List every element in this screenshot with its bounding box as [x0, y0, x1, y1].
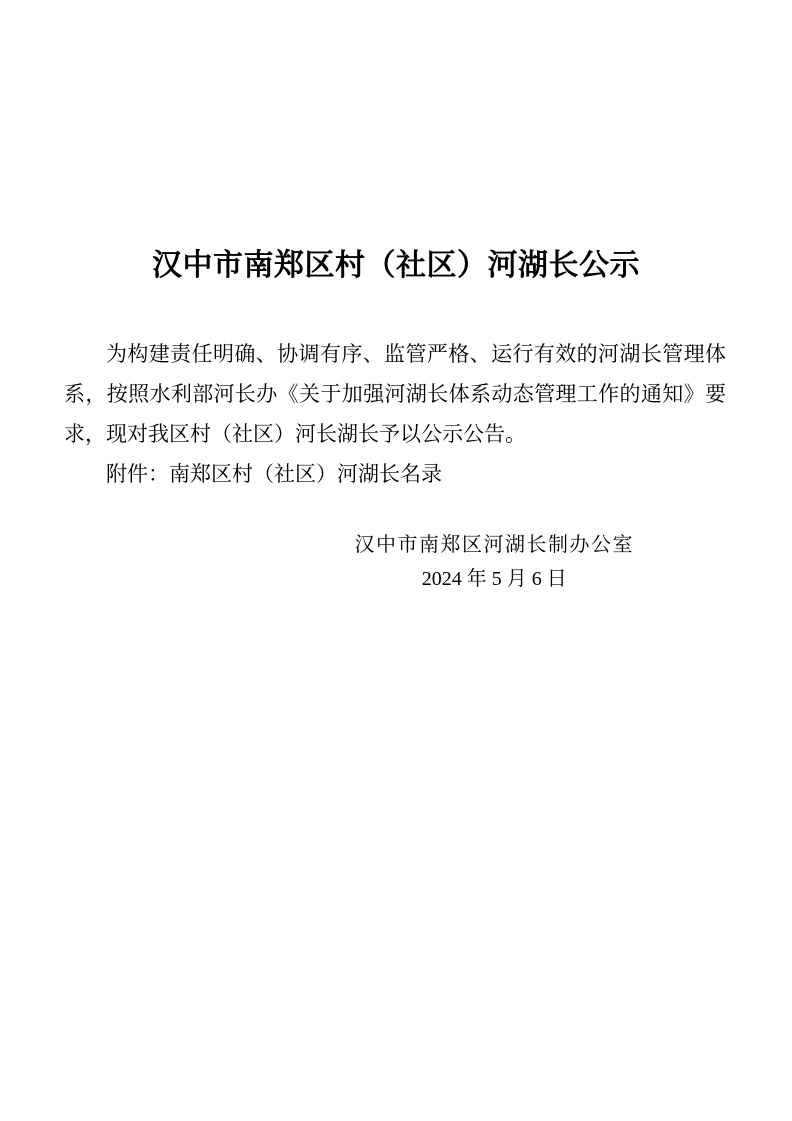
- signature-date: 2024 年 5 月 6 日: [421, 568, 567, 590]
- signature-block: [355, 528, 635, 596]
- document-title: 汉中市南郑区村（社区）河湖长公示: [152, 249, 640, 282]
- attachment-line: 附件：南郑区村（社区）河湖长名录: [106, 462, 442, 486]
- body-paragraph: 为构建责任明确、协调有序、监管严格、运行有效的河湖长管理体系，按照水利部河长办《关于加强河湖长体系动态管理工作的通知》要求，现对我区村（社区）河长湖长予以公示公告。: [64, 342, 726, 446]
- signature-organization: 汉中市南郑区河湖长制办公室: [354, 534, 634, 556]
